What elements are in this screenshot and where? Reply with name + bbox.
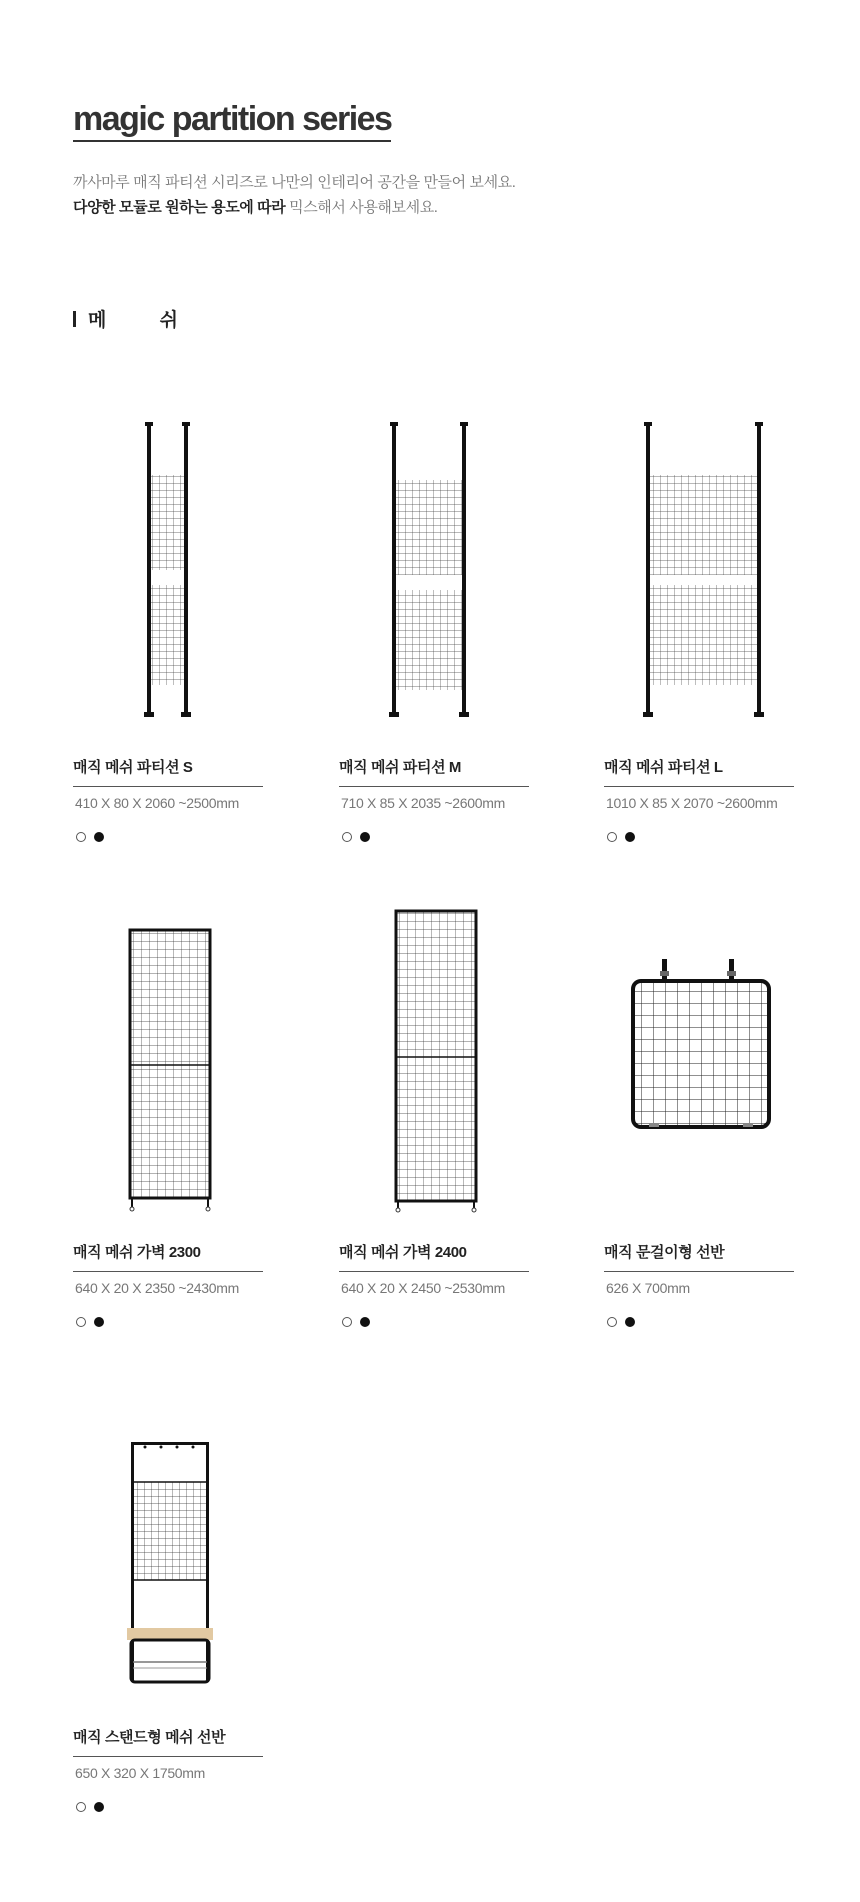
- color-swatches: [607, 832, 635, 842]
- section-bar: [73, 311, 76, 327]
- black-swatch: [625, 1317, 635, 1327]
- white-swatch: [342, 1317, 352, 1327]
- product-dimensions: 1010 X 85 X 2070 ~2600mm: [606, 795, 778, 811]
- black-swatch: [625, 832, 635, 842]
- product-name[interactable]: 매직 메쉬 파티션 S: [73, 756, 263, 787]
- product-dimensions: 626 X 700mm: [606, 1280, 690, 1296]
- product-card-partition-s[interactable]: [73, 420, 263, 850]
- product-name[interactable]: 매직 메쉬 가벽 2300: [73, 1241, 263, 1272]
- product-name[interactable]: 매직 메쉬 파티션 M: [339, 756, 529, 787]
- product-image-wall-2400[interactable]: [391, 905, 481, 1215]
- intro-rest: 믹스해서 사용해보세요.: [285, 199, 438, 216]
- product-name[interactable]: 매직 문걸이형 선반: [604, 1241, 794, 1272]
- product-image-wall-2300[interactable]: [125, 925, 215, 1215]
- product-dimensions: 650 X 320 X 1750mm: [75, 1765, 206, 1781]
- intro-highlight: 다양한 모듈로 원하는 용도에 따라: [73, 199, 286, 216]
- section-heading: [73, 305, 202, 332]
- white-swatch: [607, 832, 617, 842]
- white-swatch: [76, 1802, 86, 1812]
- white-swatch: [76, 832, 86, 842]
- white-swatch: [342, 832, 352, 842]
- product-card-partition-m[interactable]: [339, 420, 529, 850]
- product-name[interactable]: 매직 메쉬 가벽 2400: [339, 1241, 529, 1272]
- black-swatch: [94, 832, 104, 842]
- product-card-wall-2300[interactable]: [73, 905, 263, 1335]
- white-swatch: [76, 1317, 86, 1327]
- product-card-door-shelf[interactable]: [604, 905, 794, 1335]
- intro-line-2: [73, 195, 516, 220]
- product-image-partition-m[interactable]: [384, 420, 474, 720]
- product-name[interactable]: 매직 스탠드형 메쉬 선반: [73, 1726, 263, 1757]
- black-swatch: [94, 1317, 104, 1327]
- product-image-door-shelf[interactable]: [629, 955, 774, 1135]
- black-swatch: [360, 1317, 370, 1327]
- product-dimensions: 640 X 20 X 2450 ~2530mm: [341, 1280, 505, 1296]
- section-title: 메 쉬: [88, 310, 202, 331]
- color-swatches: [76, 832, 104, 842]
- color-swatches: [342, 1317, 370, 1327]
- product-image-partition-l[interactable]: [639, 420, 769, 720]
- color-swatches: [76, 1802, 104, 1812]
- page-title: magic partition series: [73, 98, 391, 142]
- black-swatch: [94, 1802, 104, 1812]
- product-name[interactable]: 매직 메쉬 파티션 L: [604, 756, 794, 787]
- product-dimensions: 640 X 20 X 2350 ~2430mm: [75, 1280, 239, 1296]
- product-card-stand-shelf[interactable]: [73, 1390, 263, 1820]
- color-swatches: [342, 832, 370, 842]
- product-dimensions: 410 X 80 X 2060 ~2500mm: [75, 795, 239, 811]
- product-image-stand-shelf[interactable]: [123, 1440, 215, 1690]
- product-card-wall-2400[interactable]: [339, 905, 529, 1335]
- color-swatches: [607, 1317, 635, 1327]
- intro-text: [73, 170, 516, 220]
- intro-line-1: 까사마루 매직 파티션 시리즈로 나만의 인테리어 공간을 만들어 보세요.: [73, 174, 516, 191]
- white-swatch: [607, 1317, 617, 1327]
- black-swatch: [360, 832, 370, 842]
- color-swatches: [76, 1317, 104, 1327]
- product-dimensions: 710 X 85 X 2035 ~2600mm: [341, 795, 505, 811]
- product-image-partition-s[interactable]: [138, 420, 198, 720]
- product-card-partition-l[interactable]: [604, 420, 794, 850]
